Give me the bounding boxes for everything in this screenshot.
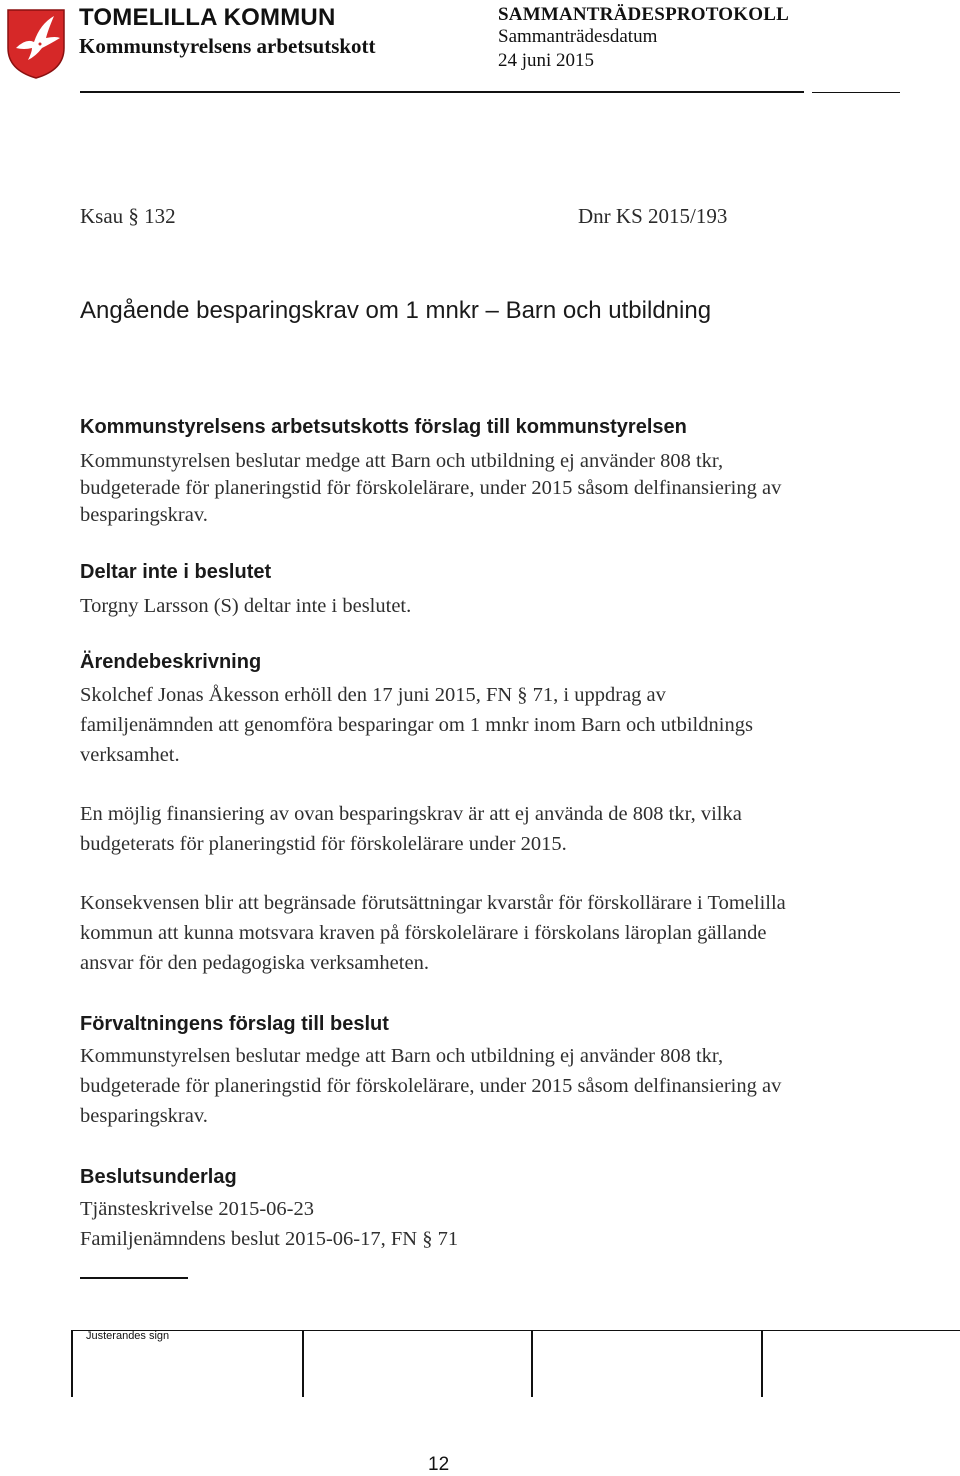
- section-text-admin-proposal: [80, 1041, 800, 1131]
- paragraph: Kommunstyrelsen beslutar medge att Barn och utbildning ej använder 808 tkr, budgeterade för planeringstid för förskolelärare, under 2015 såsom delfinansiering av besparingskrav.: [80, 1045, 782, 1127]
- page-title: Angående besparingskrav om 1 mnkr – Barn och utbildning: [80, 297, 712, 324]
- section-heading-not-participating: Deltar inte i beslutet: [80, 561, 272, 583]
- section-text-au-proposal: [80, 448, 800, 529]
- section-heading-au-proposal: Kommunstyrelsens arbetsutskotts förslag till kommunstyrelsen: [80, 416, 687, 438]
- paragraph: Skolchef Jonas Åkesson erhöll den 17 juni 2015, FN § 71, i uppdrag av familjenämnden att genomföra besparingar om 1 mnkr inom Barn och utbildnings verksamhet.: [80, 684, 753, 766]
- case-number: Dnr KS 2015/193: [578, 204, 728, 228]
- meeting-date-label: Sammanträdesdatum: [498, 26, 658, 47]
- section-text-decision-basis: [80, 1194, 800, 1254]
- list-item: Tjänsteskrivelse 2015-06-23: [80, 1198, 314, 1220]
- section-heading-admin-proposal: Förvaltningens förslag till beslut: [80, 1013, 389, 1035]
- section-text-case-description: [80, 680, 800, 770]
- section-text-case-description-2: [80, 799, 800, 859]
- signature-cell-divider: [531, 1331, 533, 1397]
- municipal-crest-bird-icon: [6, 8, 66, 80]
- section-heading-case-description: Ärendebeskrivning: [80, 651, 262, 673]
- list-item: Familjenämndens beslut 2015-06-17, FN § 71: [80, 1228, 459, 1250]
- page-number: 12: [428, 1454, 450, 1475]
- signature-box: [71, 1330, 960, 1396]
- section-heading-decision-basis: Beslutsunderlag: [80, 1166, 237, 1188]
- signature-cell-divider: [761, 1331, 763, 1397]
- paragraph: Konsekvensen blir att begränsade förutsättningar kvarstår för förskollärare i Tomelilla kommun att kunna motsvara kraven på förskolelärare i förskolans läroplan gällande ansvar för den pedagogiska verksamheten.: [80, 892, 786, 974]
- paragraph: En möjlig finansiering av ovan besparingskrav är att ej använda de 808 tkr, vilka budgeterats för planeringstid för förskolelärare under 2015.: [80, 803, 742, 855]
- section-end-rule: [80, 1277, 188, 1279]
- section-text-case-description-3: [80, 888, 800, 978]
- org-subtitle: Kommunstyrelsens arbetsutskott: [79, 34, 376, 58]
- org-title: TOMELILLA KOMMUN: [79, 4, 336, 31]
- paragraph: Torgny Larsson (S) deltar inte i beslutet.: [80, 595, 412, 617]
- signature-cell-divider: [302, 1331, 304, 1397]
- meeting-date: 24 juni 2015: [498, 50, 595, 71]
- paragraph: Kommunstyrelsen beslutar medge att Barn och utbildning ej använder 808 tkr, budgeterade för planeringstid för förskolelärare, under 2015 såsom delfinansiering av besparingskrav.: [80, 450, 782, 526]
- header-rule: [80, 91, 804, 93]
- signature-cell-divider: [71, 1331, 73, 1397]
- signature-label: Justerandes sign: [86, 1330, 170, 1342]
- document-header: [0, 0, 960, 96]
- protocol-title: SAMMANTRÄDESPROTOKOLL: [498, 4, 789, 25]
- header-rule-thin: [812, 92, 900, 93]
- paragraph-reference: Ksau § 132: [80, 204, 176, 228]
- section-text-not-participating: [80, 591, 800, 621]
